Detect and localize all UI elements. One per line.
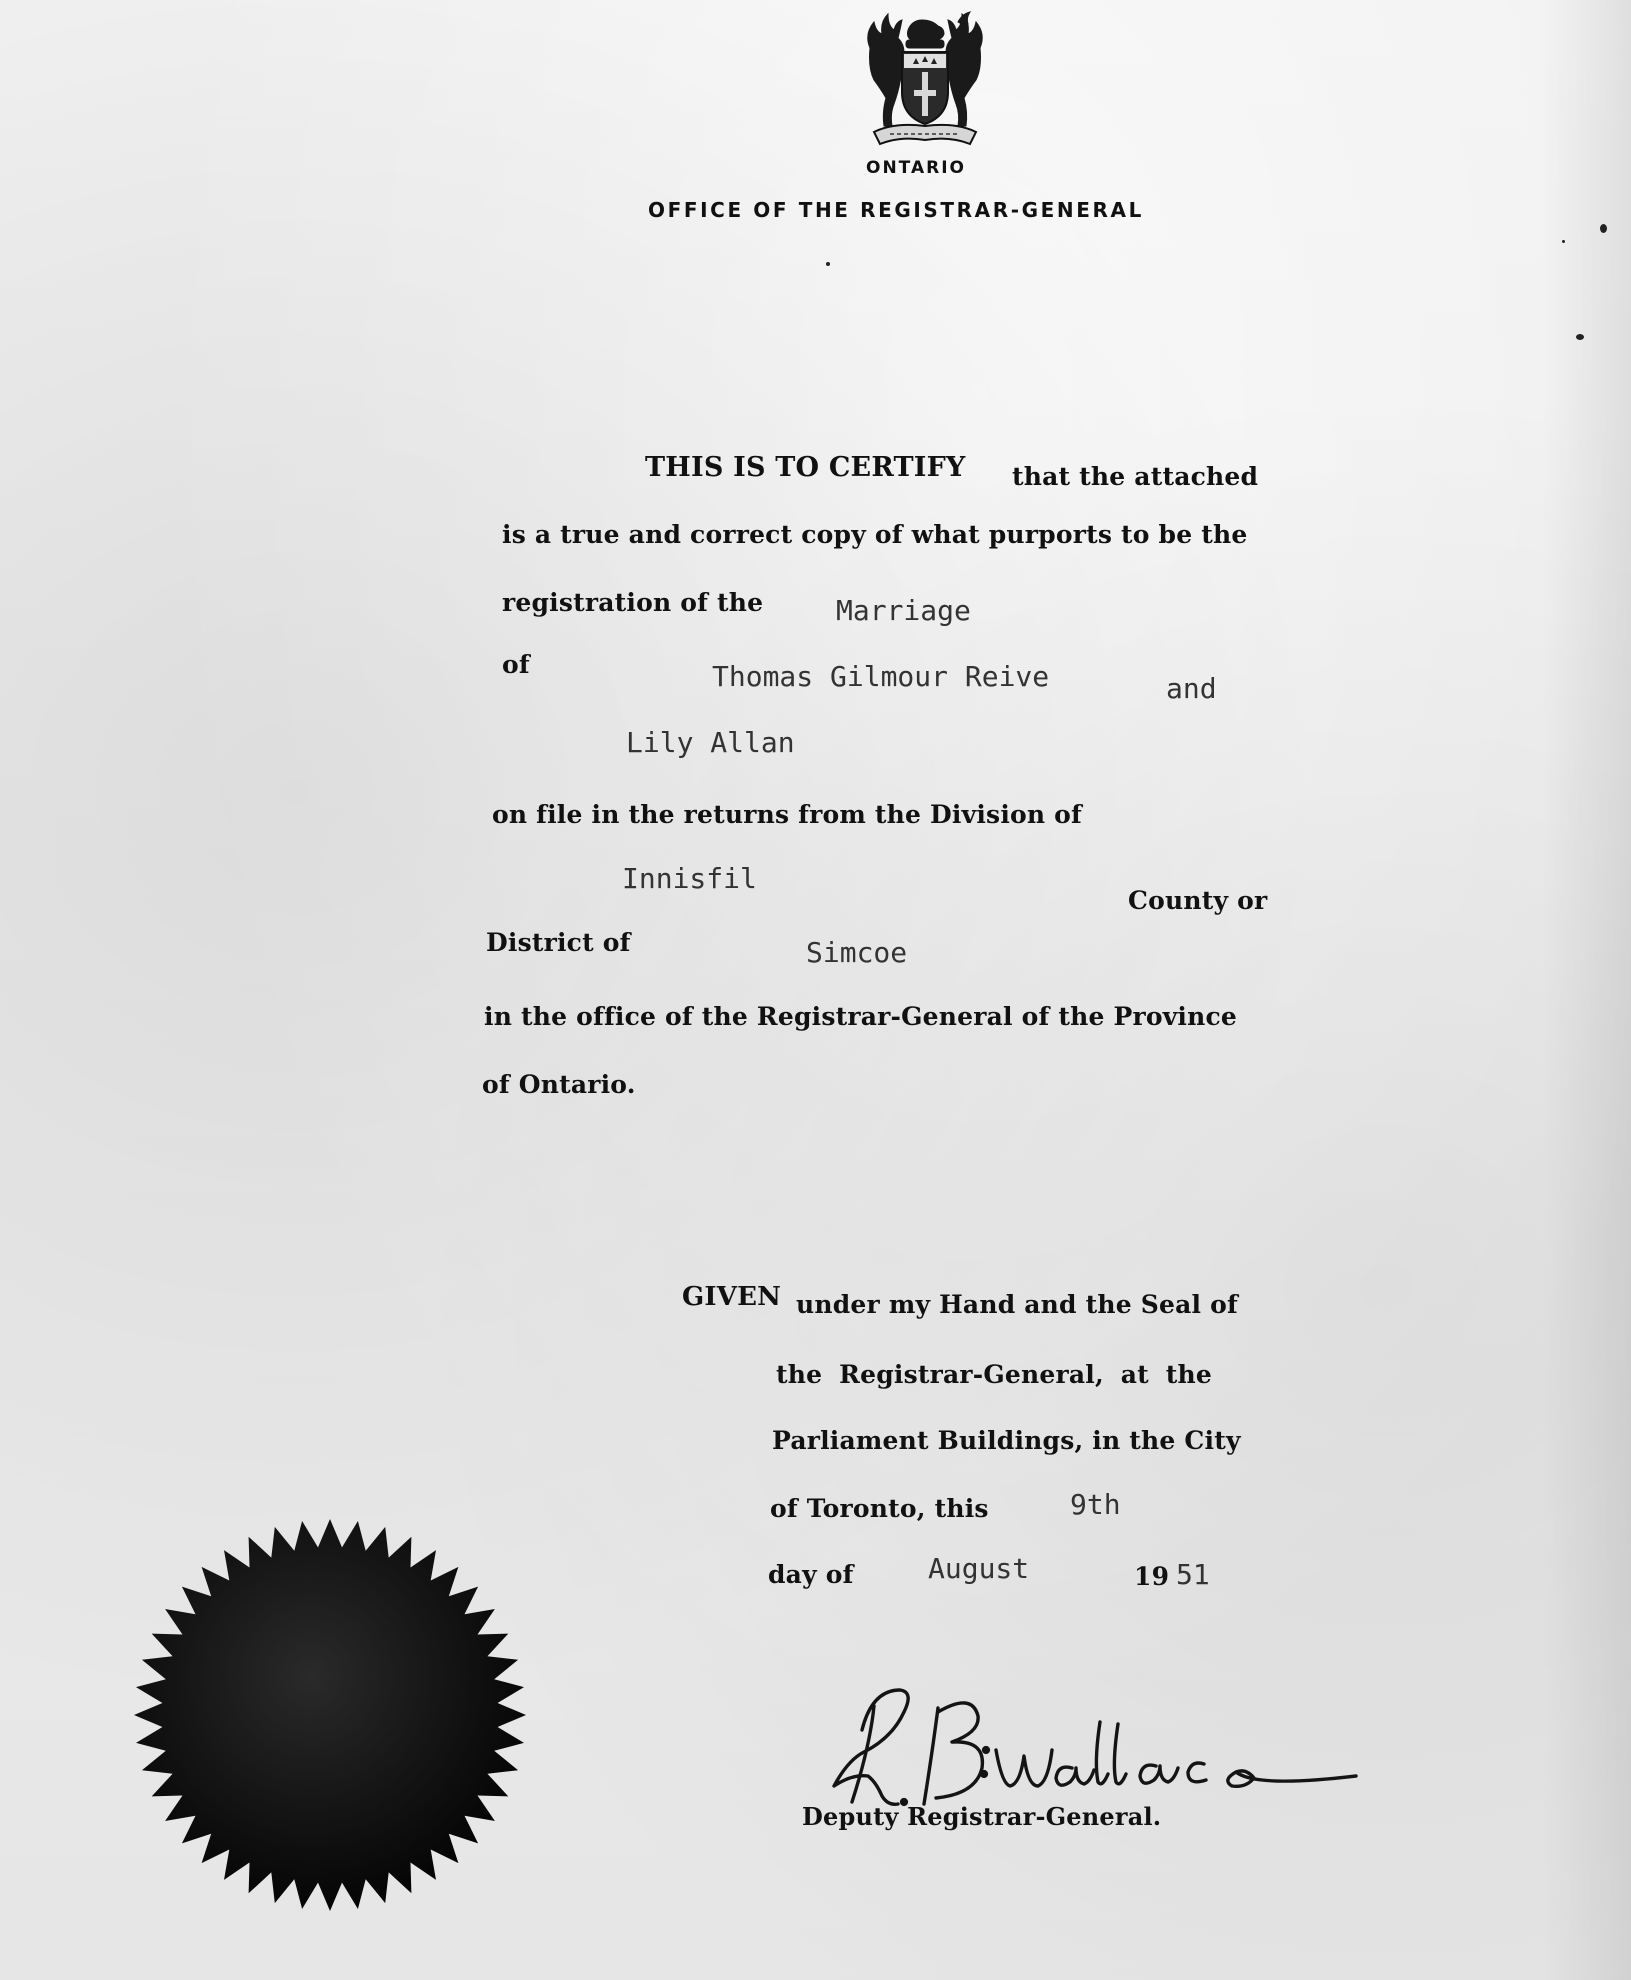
given-month: August	[928, 1552, 1030, 1585]
party-two-name: Lily Allan	[626, 726, 795, 759]
certify-lead: THIS IS TO CERTIFY	[645, 452, 966, 483]
province-line: of Ontario.	[482, 1070, 636, 1099]
given-lead: GIVEN	[682, 1282, 782, 1312]
year-suffix: 51	[1176, 1558, 1210, 1591]
stray-mark	[1576, 334, 1584, 340]
given-line-2: the Registrar-General, at the	[776, 1360, 1213, 1389]
district-name: Simcoe	[806, 936, 908, 969]
conjunction-and: and	[1166, 672, 1217, 705]
stray-mark	[826, 262, 830, 266]
registration-label: registration of the	[502, 588, 764, 617]
toronto-label: of Toronto, this	[770, 1494, 989, 1523]
given-line-1: under my Hand and the Seal of	[796, 1290, 1238, 1319]
division-name: Innisfil	[622, 862, 757, 895]
office-heading: OFFICE OF THE REGISTRAR-GENERAL	[648, 198, 1144, 222]
seal-starburst-icon	[130, 1515, 530, 1915]
stray-mark	[1562, 240, 1565, 243]
party-one-name: Thomas Gilmour Reive	[712, 660, 1050, 693]
given-day: 9th	[1070, 1488, 1121, 1521]
ontario-coat-of-arms-icon	[850, 8, 1000, 158]
certify-line-2: is a true and correct copy of what purports to be the	[502, 520, 1248, 549]
seal-shape	[134, 1519, 526, 1911]
of-label: of	[502, 650, 530, 679]
stray-mark	[1600, 224, 1607, 233]
given-line-3: Parliament Buildings, in the City	[772, 1426, 1241, 1455]
province-heading: ONTARIO	[866, 158, 966, 178]
page-edge-shadow	[1541, 0, 1631, 1980]
office-line: in the office of the Registrar-General of the Province	[484, 1002, 1238, 1031]
year-prefix: 19	[1134, 1562, 1170, 1591]
registration-type: Marriage	[836, 594, 971, 627]
county-label: County or	[1128, 886, 1268, 915]
day-of-label: day of	[768, 1560, 854, 1589]
district-label: District of	[486, 928, 631, 957]
division-label: on file in the returns from the Division of	[492, 800, 1082, 829]
signer-title: Deputy Registrar-General.	[802, 1802, 1162, 1831]
certify-line-1: that the attached	[1012, 462, 1259, 491]
